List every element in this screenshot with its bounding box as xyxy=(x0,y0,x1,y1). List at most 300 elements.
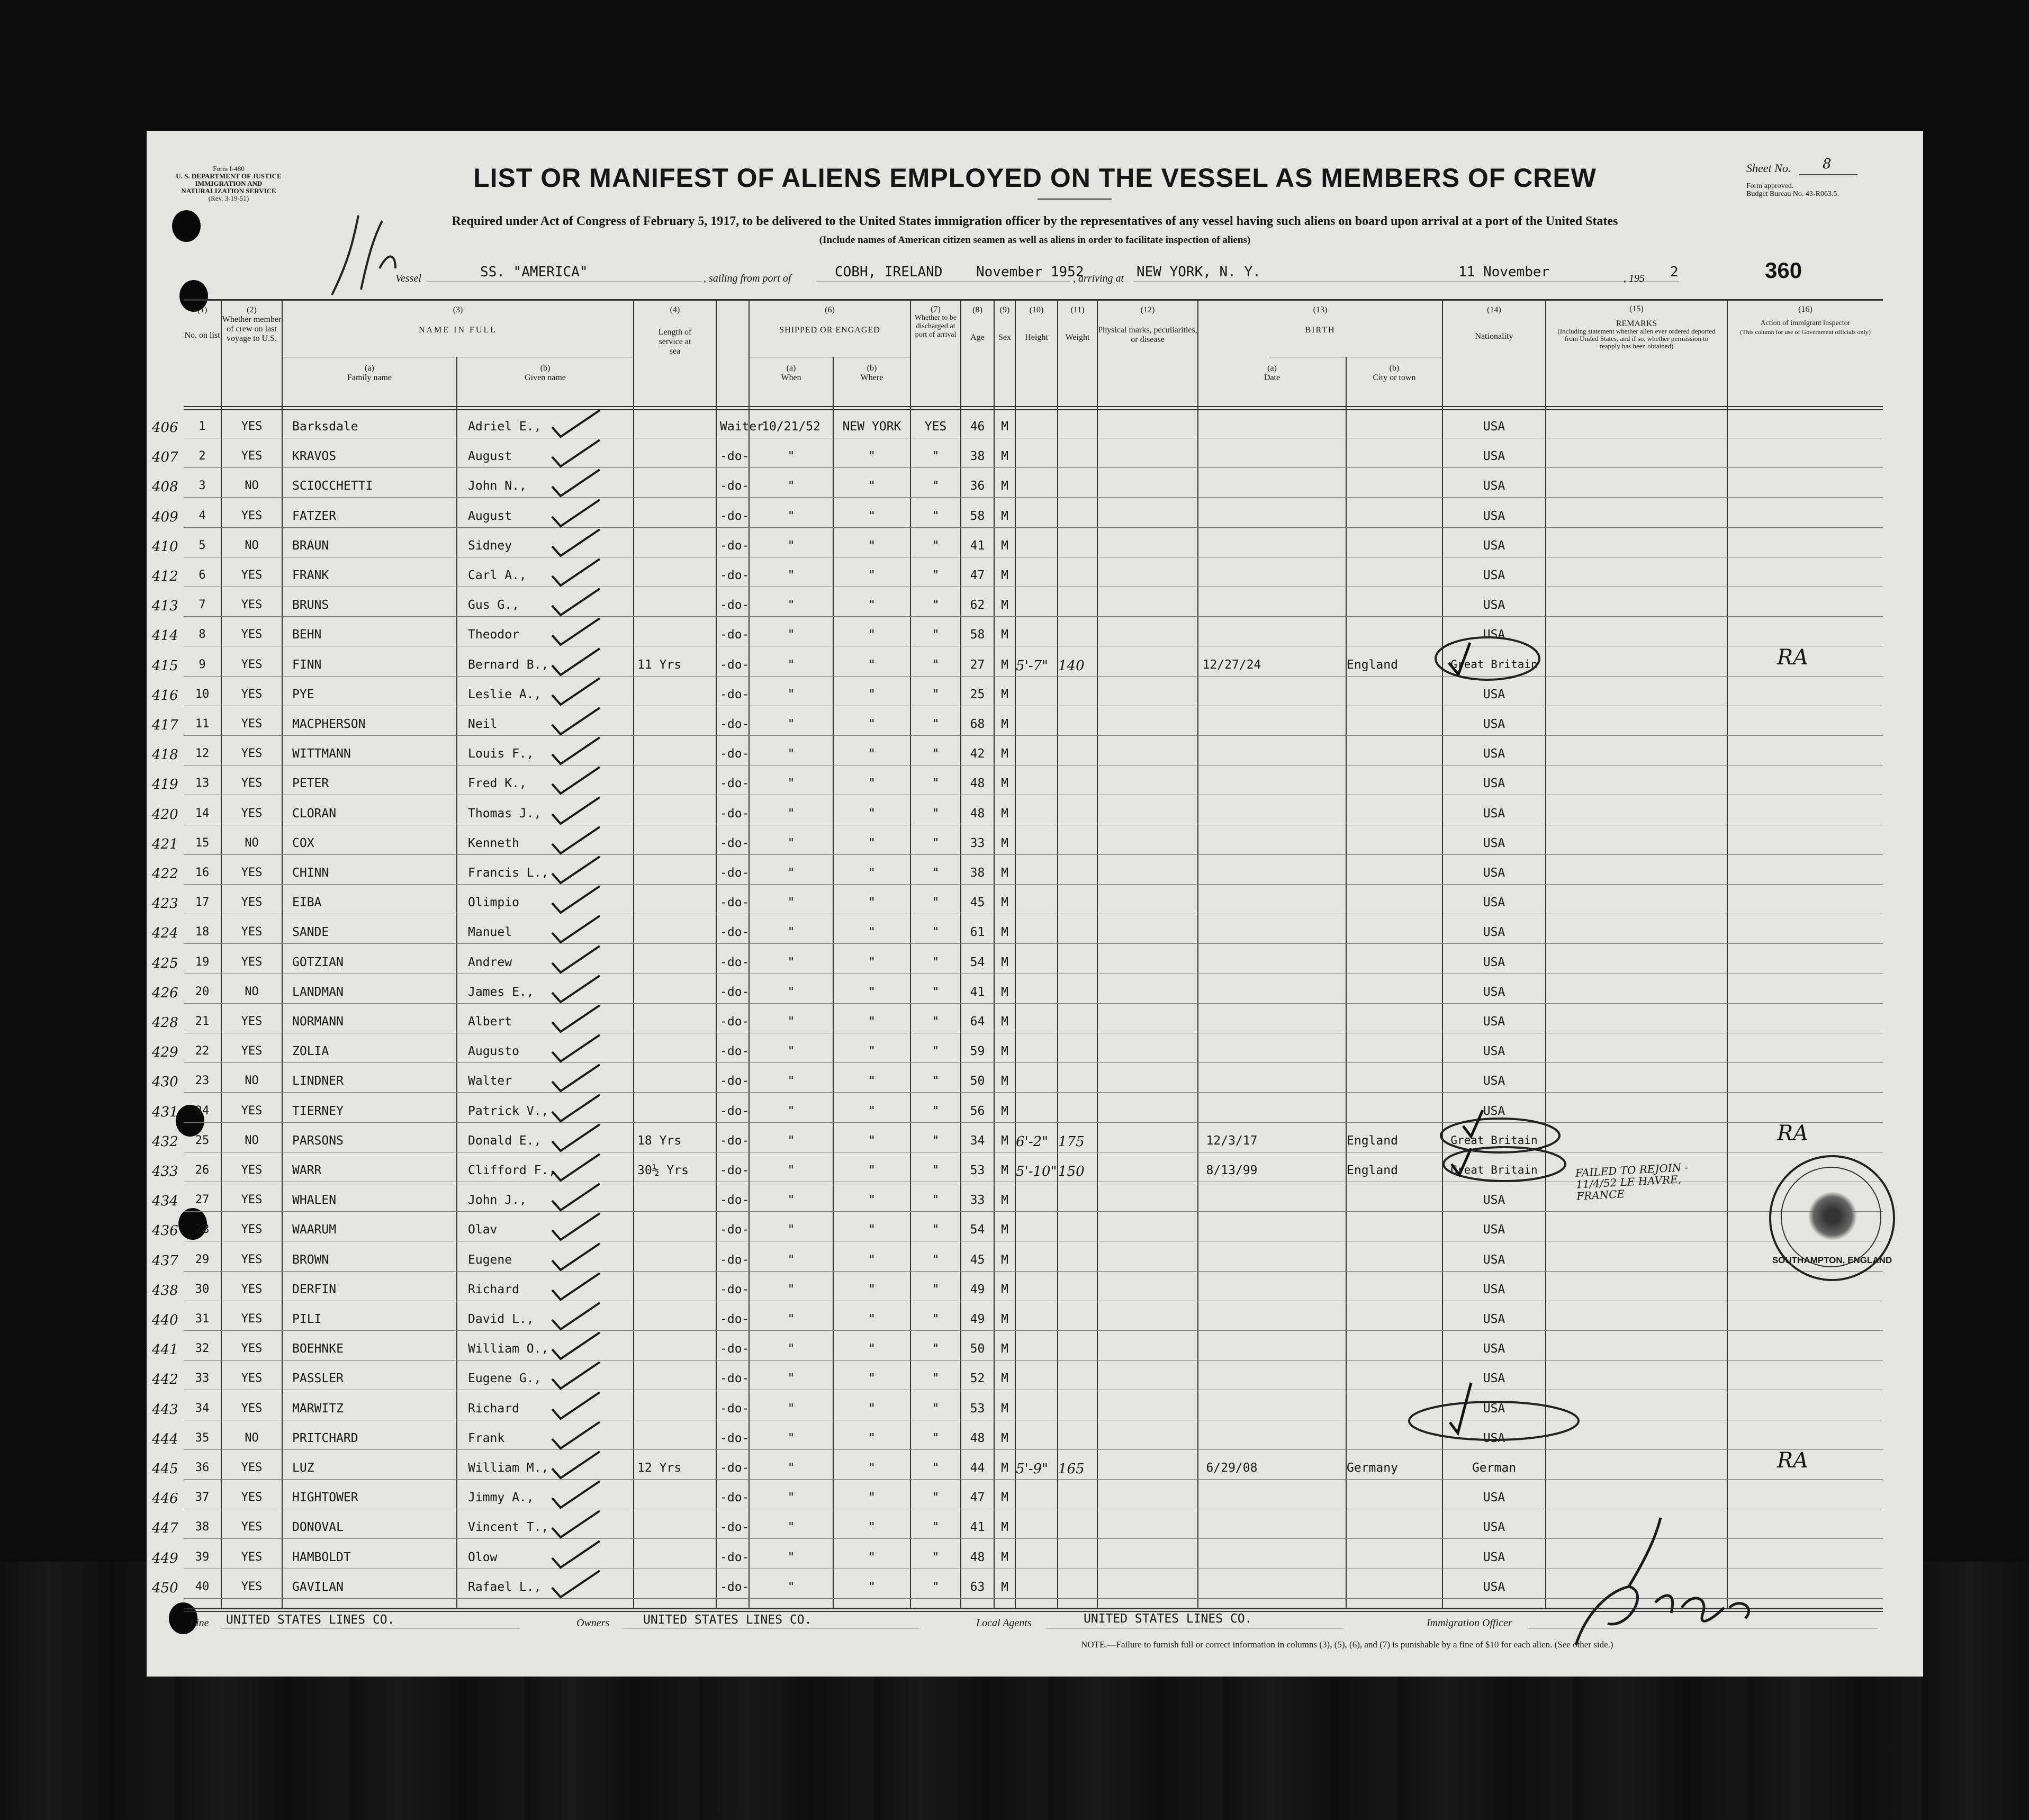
col11-label: Weight xyxy=(1065,333,1090,342)
crew-last-voyage: YES xyxy=(241,1104,263,1118)
discharge-flag: " xyxy=(932,1491,940,1504)
shipped-when: " xyxy=(787,956,795,969)
family-name: MARWITZ xyxy=(292,1402,344,1416)
sheet-number: 8 xyxy=(1823,156,1832,172)
birth-city: Germany xyxy=(1347,1461,1398,1475)
sailing-port: COBH, IRELAND xyxy=(835,264,943,280)
crew-last-voyage: YES xyxy=(241,658,263,671)
sex-value: M xyxy=(1001,1342,1008,1356)
service-length: 18 Yrs xyxy=(637,1134,682,1148)
shipped-when: 10/21/52 xyxy=(762,420,820,434)
row-line-mark: 423 xyxy=(152,896,178,912)
col6b-number: (b) xyxy=(867,364,877,373)
discharge-flag: " xyxy=(932,658,940,672)
shipped-when: " xyxy=(787,985,795,999)
sex-value: M xyxy=(1001,1164,1008,1177)
sex-value: M xyxy=(1001,866,1008,880)
family-name: WHALEN xyxy=(292,1193,337,1207)
shipped-where: " xyxy=(868,1223,876,1237)
nationality-value: USA xyxy=(1483,896,1505,909)
sex-value: M xyxy=(1001,449,1008,463)
given-name: Augusto xyxy=(468,1044,519,1058)
nationality-value: USA xyxy=(1483,777,1505,790)
given-name: Francis L., xyxy=(468,866,549,880)
age-value: 48 xyxy=(970,1431,985,1445)
sex-value: M xyxy=(1001,479,1008,493)
family-name: LANDMAN xyxy=(292,985,344,999)
sex-value: M xyxy=(1001,628,1008,642)
row-number: 1 xyxy=(199,420,206,433)
crew-last-voyage: YES xyxy=(241,1491,263,1504)
age-value: 41 xyxy=(970,1520,985,1534)
nationality-value: Great Britain xyxy=(1450,658,1538,671)
family-name: ZOLIA xyxy=(292,1044,329,1058)
shipped-where: " xyxy=(868,628,876,642)
sex-value: M xyxy=(1001,1461,1008,1475)
row-line-mark: 426 xyxy=(152,985,178,1001)
row-line-mark: 440 xyxy=(152,1312,178,1328)
row-line-mark: 433 xyxy=(152,1164,178,1179)
shipped-where: " xyxy=(868,1551,876,1564)
discharge-flag: " xyxy=(932,1104,940,1118)
shipped-where: " xyxy=(868,479,876,493)
birth-city: England xyxy=(1347,1134,1398,1148)
shipped-when: " xyxy=(787,1491,795,1504)
row-line-mark: 407 xyxy=(152,449,178,465)
col3-number: (3) xyxy=(453,305,463,314)
crew-last-voyage: YES xyxy=(241,569,263,582)
discharge-flag: " xyxy=(932,777,940,790)
shipped-when: " xyxy=(787,1431,795,1445)
row-number: 5 xyxy=(199,539,206,552)
shipped-where: " xyxy=(868,1461,876,1475)
col13-label: BIRTH xyxy=(1305,326,1336,335)
row-line-mark: 429 xyxy=(152,1044,178,1060)
col13b-number: (b) xyxy=(1389,364,1400,373)
family-name: TIERNEY xyxy=(292,1104,344,1118)
family-name: DERFIN xyxy=(292,1283,337,1296)
crew-last-voyage: YES xyxy=(241,866,263,879)
sex-value: M xyxy=(1001,1551,1008,1564)
row-number: 25 xyxy=(195,1134,210,1147)
row-number: 4 xyxy=(199,509,206,522)
shipped-when: " xyxy=(787,509,795,523)
ship-position: -do- xyxy=(720,628,750,642)
shipped-where: " xyxy=(868,1044,876,1058)
shipped-when: " xyxy=(787,539,795,553)
row-line-mark: 428 xyxy=(152,1015,178,1031)
nationality-value: USA xyxy=(1483,866,1505,880)
birth-date: 12/27/24 xyxy=(1202,658,1261,672)
row-number: 21 xyxy=(195,1015,210,1028)
col13-number: (13) xyxy=(1313,305,1328,314)
given-name: Gus G., xyxy=(468,598,519,612)
row-line-mark: 444 xyxy=(152,1431,178,1447)
age-value: 33 xyxy=(970,836,985,850)
col6a-number: (a) xyxy=(786,364,796,373)
nationality-value: USA xyxy=(1483,449,1505,463)
ship-position: -do- xyxy=(720,1193,750,1207)
given-name: Donald E., xyxy=(468,1134,542,1148)
birth-date: 8/13/99 xyxy=(1206,1164,1258,1177)
sex-value: M xyxy=(1001,658,1008,672)
sex-value: M xyxy=(1001,1253,1008,1267)
col9-number: (9) xyxy=(999,305,1010,314)
given-name: Rafael L., xyxy=(468,1580,542,1594)
form-service: IMMIGRATION AND NATURALIZATION SERVICE xyxy=(181,179,276,195)
ship-position: -do- xyxy=(720,1015,750,1029)
age-value: 38 xyxy=(970,866,985,880)
shipped-where: " xyxy=(868,925,876,939)
sex-value: M xyxy=(1001,1372,1008,1385)
given-name: Albert xyxy=(468,1015,512,1029)
nationality-value: USA xyxy=(1483,1342,1505,1356)
given-name: Carl A., xyxy=(468,569,527,582)
row-number: 32 xyxy=(195,1342,210,1355)
crew-last-voyage: YES xyxy=(241,777,263,790)
family-name: EIBA xyxy=(292,896,322,909)
nationality-value: USA xyxy=(1483,1402,1505,1416)
given-name: John N., xyxy=(468,479,527,493)
family-name: MACPHERSON xyxy=(292,717,366,731)
page-title: LIST OR MANIFEST OF ALIENS EMPLOYED ON THE VESSEL AS MEMBERS OF CREW xyxy=(473,163,1597,193)
crew-last-voyage: YES xyxy=(241,956,263,969)
row-number: 19 xyxy=(195,956,210,969)
crew-last-voyage: YES xyxy=(241,1372,263,1385)
given-name: Eugene G., xyxy=(468,1372,542,1385)
sailing-date: November 1952 xyxy=(976,264,1084,280)
given-name: Olow xyxy=(468,1551,498,1564)
shipped-when: " xyxy=(787,896,795,909)
discharge-flag: " xyxy=(932,509,940,523)
shipped-where: " xyxy=(868,598,876,612)
shipped-where: " xyxy=(868,747,876,761)
col3-label: NAME IN FULL xyxy=(419,326,497,335)
given-name: James E., xyxy=(468,985,534,999)
ship-position: -do- xyxy=(720,449,750,463)
col1-label: No. on list xyxy=(184,331,220,340)
ship-position: -do- xyxy=(720,747,750,761)
discharge-flag: " xyxy=(932,1193,940,1207)
row-line-mark: 432 xyxy=(152,1134,178,1150)
shipped-where: " xyxy=(868,1402,876,1416)
shipped-where: " xyxy=(868,1104,876,1118)
nationality-value: USA xyxy=(1483,1074,1505,1088)
ship-position: -do- xyxy=(720,1372,750,1385)
shipped-where: " xyxy=(868,509,876,523)
nationality-value: USA xyxy=(1483,836,1505,850)
sex-value: M xyxy=(1001,747,1008,761)
row-number: 31 xyxy=(195,1312,210,1326)
row-number: 11 xyxy=(195,717,210,731)
stamp-text: SOUTHAMPTON, ENGLAND xyxy=(1772,1255,1892,1265)
shipped-where: " xyxy=(868,1015,876,1029)
given-name: David L., xyxy=(468,1312,534,1326)
nationality-value: USA xyxy=(1483,1580,1505,1594)
birth-date: 6/29/08 xyxy=(1206,1461,1258,1475)
shipped-where: " xyxy=(868,658,876,672)
ship-position: -do- xyxy=(720,1223,750,1237)
age-value: 27 xyxy=(970,658,985,672)
shipped-where: " xyxy=(868,777,876,790)
ship-position: -do- xyxy=(720,956,750,969)
shipped-where: " xyxy=(868,1164,876,1177)
discharge-flag: " xyxy=(932,866,940,880)
form-department: U. S. DEPARTMENT OF JUSTICE xyxy=(176,172,282,180)
crew-last-voyage: YES xyxy=(241,1342,263,1355)
weight-value: 140 xyxy=(1058,658,1085,674)
family-name: CHINN xyxy=(292,866,329,880)
discharge-flag: " xyxy=(932,1372,940,1385)
inspector-action: RA xyxy=(1777,645,1809,670)
crew-last-voyage: YES xyxy=(241,807,263,820)
inspector-action: RA xyxy=(1777,1121,1809,1146)
shipped-when: " xyxy=(787,688,795,701)
row-number: 38 xyxy=(195,1520,210,1534)
col3b-number: (b) xyxy=(540,364,551,373)
crew-last-voyage: YES xyxy=(241,1580,263,1593)
family-name: WITTMANN xyxy=(292,747,351,761)
shipped-where: " xyxy=(868,807,876,821)
age-value: 54 xyxy=(970,956,985,969)
ship-position: -do- xyxy=(720,509,750,523)
remarks-value: FAILED TO REJOIN - 11/4/52 LE HAVRE, FRANCE xyxy=(1575,1160,1689,1203)
approval-text: Form approved. xyxy=(1746,182,1794,190)
crew-last-voyage: NO xyxy=(245,1074,259,1087)
col2-number: (2) xyxy=(247,305,257,314)
crew-last-voyage: YES xyxy=(241,1283,263,1296)
ship-position: -do- xyxy=(720,777,750,790)
discharge-flag: " xyxy=(932,539,940,553)
given-name: Thomas J., xyxy=(468,807,542,821)
row-number: 36 xyxy=(195,1461,210,1474)
row-line-mark: 447 xyxy=(152,1520,178,1536)
vessel-label: Vessel xyxy=(395,273,421,284)
age-value: 63 xyxy=(970,1580,985,1594)
shipped-when: " xyxy=(787,1134,795,1148)
shipped-where: " xyxy=(868,1431,876,1445)
shipped-where: " xyxy=(868,985,876,999)
crew-last-voyage: YES xyxy=(241,1551,263,1564)
age-value: 59 xyxy=(970,1044,985,1058)
row-line-mark: 434 xyxy=(152,1193,178,1209)
discharge-flag: " xyxy=(932,1015,940,1029)
discharge-flag: " xyxy=(932,1461,940,1475)
family-name: WAARUM xyxy=(292,1223,337,1237)
ship-position: -do- xyxy=(720,1461,750,1475)
discharge-flag: " xyxy=(932,598,940,612)
officer-signature xyxy=(1576,1518,1749,1645)
sex-value: M xyxy=(1001,985,1008,999)
col1-number: (1) xyxy=(197,305,208,314)
family-name: BROWN xyxy=(292,1253,329,1267)
ship-position: -do- xyxy=(720,925,750,939)
age-value: 68 xyxy=(970,717,985,731)
service-length: 11 Yrs xyxy=(637,658,682,672)
ship-position: -do- xyxy=(720,1283,750,1296)
shipped-when: " xyxy=(787,1461,795,1475)
row-line-mark: 418 xyxy=(152,747,178,763)
officer-label: Immigration Officer xyxy=(1427,1617,1512,1629)
ship-position: -do- xyxy=(720,688,750,701)
row-line-mark: 446 xyxy=(152,1491,178,1507)
age-value: 53 xyxy=(970,1402,985,1416)
form-revision: (Rev. 3-19-51) xyxy=(208,194,249,202)
crew-last-voyage: YES xyxy=(241,1402,263,1415)
age-value: 45 xyxy=(970,896,985,909)
given-name: Olav xyxy=(468,1223,498,1237)
shipped-where: " xyxy=(868,569,876,582)
weight-value: 175 xyxy=(1058,1134,1085,1150)
row-line-mark: 419 xyxy=(152,777,178,792)
col11-number: (11) xyxy=(1070,305,1085,314)
col12-number: (12) xyxy=(1140,305,1155,314)
height-value: 5'-9" xyxy=(1016,1461,1048,1477)
sex-value: M xyxy=(1001,1104,1008,1118)
row-number: 12 xyxy=(195,747,210,760)
discharge-flag: " xyxy=(932,449,940,463)
sex-value: M xyxy=(1001,836,1008,850)
row-number: 33 xyxy=(195,1372,210,1385)
shipped-where: " xyxy=(868,1520,876,1534)
family-name: FATZER xyxy=(292,509,337,523)
nationality-value: USA xyxy=(1483,628,1505,642)
discharge-flag: " xyxy=(932,1134,940,1148)
row-number: 6 xyxy=(199,569,206,582)
nationality-value: USA xyxy=(1483,688,1505,701)
shipped-when: " xyxy=(787,479,795,493)
given-name: Manuel xyxy=(468,925,512,939)
sex-value: M xyxy=(1001,717,1008,731)
row-number: 20 xyxy=(195,985,210,998)
form-number: Form I-480 xyxy=(213,165,245,173)
nationality-value: USA xyxy=(1483,1491,1505,1504)
page-number: 360 xyxy=(1765,258,1802,283)
shipped-when: " xyxy=(787,1520,795,1534)
col13a-label: Date xyxy=(1264,373,1280,382)
given-name: Frank xyxy=(468,1431,505,1445)
agents-value: UNITED STATES LINES CO. xyxy=(1084,1612,1252,1626)
age-value: 49 xyxy=(970,1283,985,1296)
nationality-value: USA xyxy=(1483,717,1505,731)
age-value: 47 xyxy=(970,1491,985,1504)
nationality-value: USA xyxy=(1483,1431,1505,1445)
shipped-where: " xyxy=(868,539,876,553)
nationality-value: USA xyxy=(1483,1253,1505,1267)
row-line-mark: 415 xyxy=(152,658,178,674)
sex-value: M xyxy=(1001,1491,1008,1504)
crew-last-voyage: YES xyxy=(241,1193,263,1206)
shipped-where: " xyxy=(868,896,876,909)
nationality-value: Great Britain xyxy=(1450,1164,1538,1176)
shipped-when: " xyxy=(787,628,795,642)
agents-label: Local Agents xyxy=(976,1617,1032,1629)
discharge-flag: " xyxy=(932,807,940,821)
arriving-label: , arriving at xyxy=(1073,273,1124,284)
crew-last-voyage: YES xyxy=(241,925,263,939)
age-value: 52 xyxy=(970,1372,985,1385)
row-number: 39 xyxy=(195,1551,210,1564)
row-number: 3 xyxy=(199,479,206,492)
row-line-mark: 416 xyxy=(152,688,178,704)
vessel-name: SS. "AMERICA" xyxy=(480,264,588,280)
shipped-where: " xyxy=(868,1074,876,1088)
shipped-when: " xyxy=(787,807,795,821)
col10-number: (10) xyxy=(1029,305,1044,314)
discharge-flag: " xyxy=(932,1520,940,1534)
sex-value: M xyxy=(1001,509,1008,523)
discharge-flag: " xyxy=(932,1164,940,1177)
discharge-flag: " xyxy=(932,1580,940,1594)
given-name: August xyxy=(468,449,512,463)
family-name: BRAUN xyxy=(292,539,329,553)
shipped-when: " xyxy=(787,1580,795,1594)
age-value: 38 xyxy=(970,449,985,463)
family-name: BRUNS xyxy=(292,598,329,612)
nationality-value: USA xyxy=(1483,1015,1505,1029)
shipped-when: " xyxy=(787,1164,795,1177)
age-value: 41 xyxy=(970,539,985,553)
year-digit: 2 xyxy=(1670,264,1679,280)
shipped-when: " xyxy=(787,1104,795,1118)
discharge-flag: " xyxy=(932,1342,940,1356)
sex-value: M xyxy=(1001,1580,1008,1594)
given-name: Walter xyxy=(468,1074,512,1088)
col4-label: Length of service at sea xyxy=(658,328,692,356)
age-value: 45 xyxy=(970,1253,985,1267)
shipped-when: " xyxy=(787,569,795,582)
height-value: 6'-2" xyxy=(1016,1134,1048,1150)
row-line-mark: 445 xyxy=(152,1461,178,1477)
owners-label: Owners xyxy=(576,1617,610,1629)
discharge-flag: " xyxy=(932,569,940,582)
age-value: 56 xyxy=(970,1104,985,1118)
nationality-value: USA xyxy=(1483,1372,1505,1385)
shipped-where: " xyxy=(868,1283,876,1296)
age-value: 33 xyxy=(970,1193,985,1207)
sex-value: M xyxy=(1001,956,1008,969)
given-name: Patrick V., xyxy=(468,1104,549,1118)
discharge-flag: " xyxy=(932,1223,940,1237)
given-name: Eugene xyxy=(468,1253,512,1267)
row-line-mark: 449 xyxy=(152,1551,178,1566)
col8-label: Age xyxy=(970,333,985,342)
row-line-mark: 414 xyxy=(152,628,178,644)
row-line-mark: 438 xyxy=(152,1283,178,1299)
family-name: COX xyxy=(292,836,314,850)
row-number: 17 xyxy=(195,896,210,909)
ship-position: -do- xyxy=(720,1164,750,1177)
col15-label: REMARKS xyxy=(1616,319,1657,328)
row-line-mark: 406 xyxy=(152,420,178,436)
sex-value: M xyxy=(1001,1283,1008,1296)
row-number: 2 xyxy=(199,449,206,463)
given-name: William M., xyxy=(468,1461,549,1475)
col13b-label: City or town xyxy=(1373,373,1416,382)
manifest-sheet xyxy=(147,131,1923,1677)
col16-label: Action of immigrant inspector xyxy=(1760,319,1851,327)
row-number: 10 xyxy=(195,688,210,701)
crew-last-voyage: YES xyxy=(241,1164,263,1177)
nationality-value: USA xyxy=(1483,956,1505,969)
crew-last-voyage: YES xyxy=(241,1015,263,1028)
shipped-where: " xyxy=(868,956,876,969)
age-value: 44 xyxy=(970,1461,985,1475)
age-value: 58 xyxy=(970,509,985,523)
nationality-value: USA xyxy=(1483,1520,1505,1534)
shipped-when: " xyxy=(787,836,795,850)
row-number: 40 xyxy=(195,1580,210,1593)
